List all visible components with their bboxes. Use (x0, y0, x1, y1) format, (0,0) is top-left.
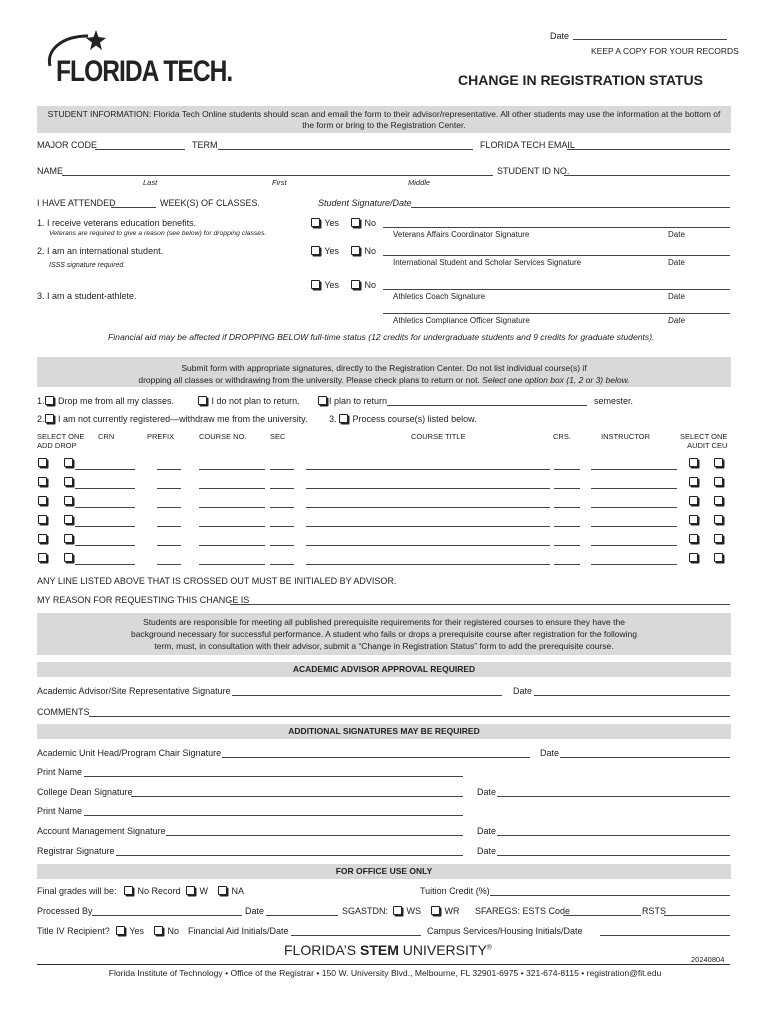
instructor-field[interactable] (591, 545, 677, 546)
account-signature-field[interactable] (166, 835, 463, 836)
add-checkbox[interactable] (38, 458, 47, 467)
course-title-header: COURSE TITLE (411, 432, 466, 441)
audit-checkbox[interactable] (689, 458, 698, 467)
audit-checkbox[interactable] (689, 477, 698, 486)
instructor-field[interactable] (591, 564, 677, 565)
ceu-checkbox[interactable] (714, 458, 723, 467)
option-2[interactable] (37, 414, 307, 424)
advisor-signature-label: Academic Advisor/Site Representative Signature (37, 686, 231, 696)
plan-return-label: I plan to return (329, 396, 388, 406)
no-return-checkbox[interactable] (198, 396, 207, 405)
add-drop-label: ADD DROP (37, 441, 77, 450)
processed-date-label: Date (245, 906, 265, 916)
no-return-option[interactable] (198, 396, 300, 406)
drop-checkbox[interactable] (64, 496, 73, 505)
prefix-field[interactable] (157, 488, 181, 489)
student-id-label: STUDENT ID NO. (497, 166, 570, 176)
audit-ceu-label: AUDIT CEU (687, 441, 728, 450)
ws-label: WS (406, 906, 422, 916)
processed-by-label: Processed By (37, 906, 93, 916)
prefix-field[interactable] (157, 526, 181, 527)
reason-field[interactable] (230, 604, 730, 605)
crn-field[interactable] (75, 564, 135, 565)
student-info-notice: STUDENT INFORMATION: Florida Tech Online students should scan and email the form to their advisor/representative. All other students may use the information at the bottom of the form or bring to the Registration Center. (37, 106, 731, 133)
course-title-field[interactable] (306, 545, 550, 546)
credits-field[interactable] (554, 526, 580, 527)
student-signature-field[interactable] (411, 207, 730, 208)
audit-ceu-header (680, 432, 727, 450)
isss-signature-caption: International Student and Scholar Services Signature (393, 258, 582, 267)
student-id-field[interactable] (564, 175, 730, 176)
rsts-label: RSTS (642, 906, 667, 916)
print-name-field-2[interactable] (84, 815, 463, 816)
no-record-checkbox[interactable] (124, 886, 133, 895)
registrar-signature-field[interactable] (116, 855, 463, 856)
audit-checkbox[interactable] (689, 515, 698, 524)
instructor-header: INSTRUCTOR (601, 432, 651, 441)
account-signature-label: Account Management Signature (37, 826, 166, 836)
registrar-signature-label: Registrar Signature (37, 846, 115, 856)
crn-field[interactable] (75, 488, 135, 489)
course-no-field[interactable] (199, 564, 265, 565)
rsts-field[interactable] (664, 915, 730, 916)
semester-label: semester. (594, 396, 634, 406)
prefix-field[interactable] (157, 507, 181, 508)
audit-checkbox[interactable] (689, 553, 698, 562)
major-code-label: MAJOR CODE (37, 140, 98, 150)
attended-label: I HAVE ATTENDED (37, 198, 116, 208)
major-code-field[interactable] (95, 149, 185, 150)
option-1[interactable] (37, 396, 174, 406)
veterans-yes-checkbox[interactable] (311, 218, 320, 227)
w-checkbox[interactable] (186, 886, 195, 895)
add-drop-header (37, 432, 84, 450)
campus-services-field[interactable] (600, 935, 730, 936)
plan-return-option[interactable] (318, 396, 387, 406)
credits-field[interactable] (554, 469, 580, 470)
unit-head-signature-field[interactable] (222, 757, 530, 758)
no-label: No (364, 218, 377, 228)
course-title-field[interactable] (306, 469, 550, 470)
financial-aid-initials-field[interactable] (291, 935, 421, 936)
international-question: 2. I am an international student. (37, 246, 164, 256)
comments-field[interactable] (89, 716, 730, 717)
registrar-date-field[interactable] (497, 855, 730, 856)
add-checkbox[interactable] (38, 515, 47, 524)
compliance-date-caption: Date (668, 316, 685, 325)
stem-university-tagline (284, 942, 492, 958)
financial-aid-note: Financial aid may be affected if DROPPING BELOW full-time status (12 credits for undergraduate students and 9 credits for graduate students). (108, 332, 655, 342)
option-3-checkbox[interactable] (339, 414, 348, 423)
advisor-approval-header: ACADEMIC ADVISOR APPROVAL REQUIRED (37, 662, 731, 677)
select-one-right-label: SELECT ONE (680, 432, 728, 441)
compliance-signature-field[interactable] (383, 313, 730, 314)
title-iv-label: Title IV Recipient? (37, 926, 110, 936)
advisor-date-field[interactable] (534, 695, 730, 696)
course-row (0, 458, 770, 470)
course-row (0, 553, 770, 565)
athletics-signature-caption: Athletics Coach Signature (393, 292, 486, 301)
option-2-number: 2. (37, 414, 45, 424)
athletics-date-caption: Date (668, 292, 685, 301)
term-field[interactable] (218, 149, 473, 150)
name-label: NAME (37, 166, 64, 176)
tagline-part-1: FLORIDA’S (284, 942, 360, 958)
email-label: FLORIDA TECH EMAIL (480, 140, 575, 150)
add-checkbox[interactable] (38, 534, 47, 543)
sgastdn-label: SGASTDN: (342, 906, 389, 916)
course-row (0, 534, 770, 546)
course-title-field[interactable] (306, 488, 550, 489)
ceu-checkbox[interactable] (714, 496, 723, 505)
options-notice-line2a: dropping all classes or withdrawing from the university. Please check plans to return or not. (138, 375, 480, 385)
reason-label: MY REASON FOR REQUESTING THIS CHANGE IS (37, 595, 250, 605)
advisor-signature-field[interactable] (232, 695, 502, 696)
credits-header: CRS. (553, 432, 571, 441)
course-no-field[interactable] (199, 526, 265, 527)
credits-field[interactable] (554, 564, 580, 565)
international-no-checkbox[interactable] (351, 246, 360, 255)
course-no-field[interactable] (199, 469, 265, 470)
weeks-label: WEEK(S) OF CLASSES. (160, 198, 261, 208)
sec-field[interactable] (270, 469, 294, 470)
ws-checkbox[interactable] (393, 906, 402, 915)
title-iv-no-option[interactable] (154, 926, 179, 936)
veterans-question: 1. I receive veterans education benefits. (37, 218, 197, 228)
form-code: 20240804 (691, 955, 725, 964)
logo-wordmark: FLORIDA TECH. (56, 55, 233, 88)
sec-field[interactable] (270, 564, 294, 565)
unit-head-date-field[interactable] (560, 757, 730, 758)
credits-field[interactable] (554, 507, 580, 508)
title-iv-no-checkbox[interactable] (154, 926, 163, 935)
prereq-line1: Students are responsible for meeting all published prerequisite requirements for their registered courses to ensure they have the (143, 617, 625, 627)
course-no-header: COURSE NO. (199, 432, 247, 441)
add-checkbox[interactable] (38, 477, 47, 486)
international-no-option[interactable] (351, 246, 376, 256)
course-no-field[interactable] (199, 507, 265, 508)
course-no-field[interactable] (199, 488, 265, 489)
international-note: ISSS signature required. (49, 262, 126, 269)
veterans-yes-option[interactable] (311, 218, 339, 228)
credits-field[interactable] (554, 545, 580, 546)
na-checkbox[interactable] (218, 886, 227, 895)
drop-checkbox[interactable] (64, 477, 73, 486)
weeks-field[interactable] (111, 207, 156, 208)
course-title-field[interactable] (306, 526, 550, 527)
course-row (0, 477, 770, 489)
select-one-label: SELECT ONE (37, 432, 85, 441)
veterans-date-caption: Date (668, 230, 685, 239)
sec-field[interactable] (270, 545, 294, 546)
athlete-yes-option[interactable] (311, 280, 339, 290)
options-notice (37, 357, 731, 387)
sec-header: SEC (270, 432, 286, 441)
course-row (0, 515, 770, 527)
instructor-field[interactable] (591, 469, 677, 470)
crn-field[interactable] (75, 469, 135, 470)
ceu-checkbox[interactable] (714, 553, 723, 562)
wr-label: WR (444, 906, 460, 916)
athletics-signature-field[interactable] (383, 289, 730, 290)
dean-date-label: Date (477, 787, 497, 797)
dean-signature-field[interactable] (131, 796, 463, 797)
options-notice-line1: Submit form with appropriate signatures, directly to the Registration Center. Do not list individual course(s) if (181, 363, 587, 373)
tagline-part-2: UNIVERSITY (398, 942, 487, 958)
instructor-field[interactable] (591, 507, 677, 508)
tuition-credit-field[interactable] (490, 895, 730, 896)
crossed-out-note: ANY LINE LISTED ABOVE THAT IS CROSSED OUT MUST BE INITIALED BY ADVISOR. (37, 576, 397, 586)
prefix-field[interactable] (157, 469, 181, 470)
option-1-checkbox[interactable] (45, 396, 54, 405)
athlete-question: 3. I am a student-athlete. (37, 291, 137, 301)
athlete-yes-checkbox[interactable] (311, 280, 320, 289)
footer-divider (37, 964, 730, 965)
drop-checkbox[interactable] (64, 458, 73, 467)
option-3[interactable] (329, 414, 477, 424)
options-notice-line2 (37, 374, 731, 386)
drop-checkbox[interactable] (64, 515, 73, 524)
veterans-note: Veterans are required to give a reason (see below) for dropping classes. (49, 230, 267, 237)
date-field[interactable] (573, 39, 727, 40)
final-grades-label: Final grades will be: (37, 886, 117, 896)
additional-signatures-header: ADDITIONAL SIGNATURES MAY BE REQUIRED (37, 724, 731, 739)
course-row (0, 496, 770, 508)
email-field[interactable] (567, 149, 730, 150)
option-2-checkbox[interactable] (45, 414, 54, 423)
student-signature-label: Student Signature/Date (318, 198, 412, 208)
yes-label: Yes (324, 246, 340, 256)
title-iv-yes-label: Yes (129, 926, 145, 936)
compliance-signature-caption: Athletics Compliance Officer Signature (393, 316, 530, 325)
tuition-credit-label: Tuition Credit (%) (420, 886, 490, 896)
wr-option[interactable] (431, 906, 460, 916)
international-yes-option[interactable] (311, 246, 339, 256)
office-use-header: FOR OFFICE USE ONLY (37, 864, 731, 879)
isss-date-caption: Date (668, 258, 685, 267)
crn-header: CRN (98, 432, 115, 441)
prefix-field[interactable] (157, 564, 181, 565)
print-name-label-1: Print Name (37, 767, 83, 777)
processed-by-field[interactable] (92, 915, 242, 916)
crn-field[interactable] (75, 545, 135, 546)
prereq-line2: background necessary for successful performance. A student who fails or drops a prerequisite course after registration for the following (130, 629, 637, 639)
ceu-checkbox[interactable] (714, 515, 723, 524)
tagline-stem: STEM (359, 942, 399, 958)
athlete-no-option[interactable] (351, 280, 376, 290)
title-iv-no-label: No (167, 926, 180, 936)
wr-checkbox[interactable] (431, 906, 440, 915)
course-title-field[interactable] (306, 507, 550, 508)
footer-address: Florida Institute of Technology • Office of the Registrar • 150 W. University Blvd., Melbourne, FL 32901-6975 • 321-674-8115 • registration@fit.edu (108, 968, 662, 978)
add-checkbox[interactable] (38, 496, 47, 505)
registered-mark: ® (486, 944, 492, 952)
international-yes-checkbox[interactable] (311, 246, 320, 255)
account-date-label: Date (477, 826, 497, 836)
unit-head-date-label: Date (540, 748, 560, 758)
drop-checkbox[interactable] (64, 553, 73, 562)
na-label: NA (231, 886, 245, 896)
veterans-no-checkbox[interactable] (351, 218, 360, 227)
name-field[interactable] (62, 175, 493, 176)
options-notice-line2b: Select one option box (1, 2 or 3) below. (479, 375, 630, 385)
registrar-date-label: Date (477, 846, 497, 856)
no-record-option[interactable] (124, 886, 181, 896)
yes-label: Yes (324, 218, 340, 228)
keep-copy-note: KEEP A COPY FOR YOUR RECORDS (591, 46, 739, 56)
drop-checkbox[interactable] (64, 534, 73, 543)
campus-services-label: Campus Services/Housing Initials/Date (427, 926, 583, 936)
financial-aid-initials-label: Financial Aid Initials/Date (188, 926, 289, 936)
option-2-label: I am not currently registered—withdraw me from the university. (58, 414, 308, 424)
sec-field[interactable] (270, 488, 294, 489)
prefix-header: PREFIX (147, 432, 175, 441)
middle-name-caption: Middle (408, 178, 431, 187)
comments-label: COMMENTS (37, 707, 90, 717)
dean-signature-label: College Dean Signature (37, 787, 133, 797)
no-label: No (364, 246, 377, 256)
print-name-label-2: Print Name (37, 806, 83, 816)
prerequisite-notice (37, 613, 731, 655)
veterans-no-option[interactable] (351, 218, 376, 228)
option-1-number: 1. (37, 396, 45, 406)
add-checkbox[interactable] (38, 553, 47, 562)
first-name-caption: First (272, 178, 287, 187)
w-option[interactable] (186, 886, 208, 896)
dean-date-field[interactable] (497, 796, 730, 797)
no-return-label: I do not plan to return. (211, 396, 300, 406)
isss-signature-field[interactable] (383, 255, 730, 256)
print-name-field-1[interactable] (84, 776, 463, 777)
unit-head-label: Academic Unit Head/Program Chair Signature (37, 748, 222, 758)
crn-field[interactable] (75, 526, 135, 527)
title-iv-yes-checkbox[interactable] (116, 926, 125, 935)
last-name-caption: Last (143, 178, 158, 187)
yes-label: Yes (324, 280, 340, 290)
option-3-label: Process course(s) listed below. (352, 414, 477, 424)
term-label: TERM (192, 140, 218, 150)
processed-date-field[interactable] (266, 915, 338, 916)
na-option[interactable] (218, 886, 244, 896)
date-label: Date (550, 31, 570, 41)
advisor-date-label: Date (513, 686, 533, 696)
w-label: W (199, 886, 209, 896)
sfaregs-label: SFAREGS: ESTS Code (475, 906, 571, 916)
no-record-label: No Record (137, 886, 181, 896)
ceu-checkbox[interactable] (714, 477, 723, 486)
no-label: No (364, 280, 377, 290)
audit-checkbox[interactable] (689, 534, 698, 543)
instructor-field[interactable] (591, 526, 677, 527)
athlete-no-checkbox[interactable] (351, 280, 360, 289)
ws-option[interactable] (393, 906, 421, 916)
ests-code-field[interactable] (563, 915, 641, 916)
veterans-signature-caption: Veterans Affairs Coordinator Signature (393, 230, 530, 239)
course-title-field[interactable] (306, 564, 550, 565)
credits-field[interactable] (554, 488, 580, 489)
prereq-line3: term, must, in consultation with their advisor, submit a “Change in Registration Status” form to add the prerequisite course. (154, 641, 614, 651)
option-1-label: Drop me from all my classes. (58, 396, 175, 406)
crn-field[interactable] (75, 507, 135, 508)
ceu-checkbox[interactable] (714, 534, 723, 543)
course-no-field[interactable] (199, 545, 265, 546)
audit-checkbox[interactable] (689, 496, 698, 505)
account-date-field[interactable] (497, 835, 730, 836)
veterans-signature-field[interactable] (383, 227, 730, 228)
plan-return-checkbox[interactable] (318, 396, 327, 405)
prefix-field[interactable] (157, 545, 181, 546)
title-iv-yes-option[interactable] (116, 926, 144, 936)
instructor-field[interactable] (591, 488, 677, 489)
return-semester-field[interactable] (387, 405, 587, 406)
form-title: CHANGE IN REGISTRATION STATUS (458, 72, 703, 88)
sec-field[interactable] (270, 526, 294, 527)
sec-field[interactable] (270, 507, 294, 508)
option-3-number: 3. (329, 414, 337, 424)
